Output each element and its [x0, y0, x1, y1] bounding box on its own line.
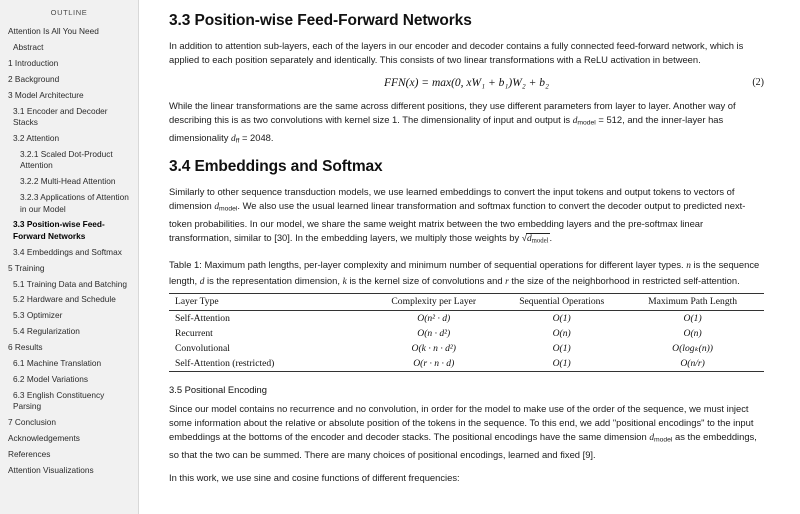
th-layer-type: Layer Type: [169, 294, 365, 311]
cell-complexity-self-attention-restricted: O(r · n · d): [365, 356, 502, 372]
outline-item-attention-is-all-you-need[interactable]: Attention Is All You Need: [8, 26, 99, 37]
para-33-2-a: While the linear transformations are the same across different positions, they use different parameters from layer to layer. Another way of describing this is as two convolutions with kernel size 1. The dimensionality of input and output is: [169, 99, 736, 125]
para-33-2-b: = 512, and the inner-layer has dimensionality: [169, 113, 724, 143]
cell-path-self-attention-restricted: O(n/r): [621, 356, 764, 372]
symbol-dmodel-3-subscript: model: [531, 238, 549, 246]
symbol-dmodel: d: [572, 115, 578, 126]
outline-title: OUTLINE: [50, 8, 88, 17]
caption-c: is the representation dimension,: [204, 274, 343, 286]
cell-complexity-convolutional: O(k · n · d²): [411, 342, 456, 354]
cell-type-self-attention-restricted: Self-Attention (restricted): [169, 356, 365, 372]
outline-item-model-variations[interactable]: 6.2 Model Variations: [13, 373, 89, 384]
cell-type-self-attention: Self-Attention: [175, 312, 230, 324]
outline-sidebar: [0, 0, 139, 514]
cell-sequential-convolutional: O(1): [552, 342, 571, 354]
caption-symbol-k: k: [342, 276, 347, 287]
paragraph-3-5-closing: In this work, we use sine and cosine functions of different frequencies:: [169, 472, 460, 484]
symbol-dff: d: [231, 133, 236, 144]
outline-item-acknowledgements[interactable]: Acknowledgements: [8, 432, 80, 443]
document-content: [139, 0, 800, 514]
outline-item-conclusion[interactable]: 7 Conclusion: [8, 417, 56, 428]
cell-sequential-self-attention: O(1): [552, 312, 571, 324]
equation-2-row: [169, 77, 764, 89]
cell-path-recurrent: O(n): [683, 327, 702, 339]
table-row: [169, 341, 764, 356]
th-maximum-path-length: Maximum Path Length: [621, 294, 764, 311]
symbol-dmodel-subscript: model: [577, 119, 596, 127]
para-35-a: Since our model contains no recurrence and no convolution, in order for the model to make use of the order of the sequence, we must inject some information about the relative or absolute position of the tokens in the sequence. To this end, we add "positional encodings" to the input embeddings at the bottoms of the encoder and decoder stacks. The positional encodings have the same dimension: [169, 402, 754, 443]
cell-type-convolutional: Convolutional: [175, 342, 230, 354]
outline-item-background[interactable]: 2 Background: [8, 73, 60, 84]
outline-item-results[interactable]: 6 Results: [8, 342, 43, 353]
outline-item-abstract[interactable]: Abstract: [13, 42, 44, 53]
cell-sequential-self-attention-restricted: O(1): [502, 356, 621, 372]
outline-item-attention-visualizations[interactable]: Attention Visualizations: [8, 464, 94, 475]
cell-path-self-attention: O(1): [683, 312, 702, 324]
table-body: [169, 310, 764, 371]
para-34-c: .: [549, 232, 553, 244]
equation-2-number: (2): [752, 77, 764, 89]
outline-item-english-constituency-parsing[interactable]: 6.3 English Constituency Parsing: [13, 389, 105, 412]
caption-symbol-n: n: [686, 261, 691, 272]
cell-path-convolutional: O(logₖ(n)): [672, 342, 714, 354]
caption-symbol-d: d: [199, 276, 205, 287]
symbol-dmodel-4: d: [649, 433, 655, 444]
outline-item-encoder-decoder-stacks[interactable]: 3.1 Encoder and Decoder Stacks: [13, 105, 108, 128]
outline-item-introduction[interactable]: 1 Introduction: [8, 57, 59, 68]
caption-a: Table 1: Maximum path lengths, per-layer complexity and minimum number of sequential operations for different layer types.: [169, 259, 687, 271]
table-row: [169, 326, 764, 341]
table-1-caption: [169, 258, 764, 289]
para-35-b: as the embeddings, so that the two can be summed. There are many choices of positional encodings, learned and fixed [9].: [169, 431, 757, 461]
para-34-a: Similarly to other sequence transduction models, we use learned embeddings to convert the input tokens and output tokens to vectors of dimension: [169, 185, 735, 212]
th-sequential-operations: Sequential Operations: [502, 294, 621, 311]
sqrt-sign: √: [521, 232, 527, 244]
paragraph-3-3-intro: In addition to attention sub-layers, each of the layers in our encoder and decoder contains a fully connected feed-forward network, which is applied to each position separately and identically. This consists of two linear transformations with a ReLU activation in between.: [169, 40, 744, 66]
table-header-row: [169, 294, 764, 311]
table-header: [169, 294, 764, 311]
outline-item-training[interactable]: 5 Training: [8, 262, 45, 273]
cell-type-recurrent: Recurrent: [175, 327, 213, 339]
equation-2: FFN(x) = max(0, xW₁ + b₁)W₂ + b₂: [383, 76, 550, 89]
outline-item-optimizer[interactable]: 5.3 Optimizer: [13, 310, 63, 321]
complexity-table: [169, 293, 764, 372]
symbol-dmodel-2: d: [214, 202, 220, 213]
heading-3-5: 3.5 Positional Encoding: [169, 383, 267, 395]
paragraph-3-4: [169, 185, 764, 250]
cell-sequential-recurrent: O(n): [552, 327, 571, 339]
table-row: [169, 356, 764, 372]
outline-list: [0, 24, 138, 478]
caption-symbol-r: r: [505, 276, 509, 287]
symbol-dmodel-2-subscript: model: [219, 205, 238, 213]
para-34-b: . We also use the usual learned linear transformation and softmax function to convert the decoder output to predicted next-token probabilities. In our model, we share the same weight matrix between the two embedding layers and the pre-softmax linear transformation, similar to [30]. In the embedding layers, we multiply those weights by: [169, 200, 746, 244]
outline-item-position-wise-feed-forward[interactable]: 3.3 Position-wise Feed-Forward Networks: [13, 219, 105, 241]
outline-item-attention[interactable]: 3.2 Attention: [13, 132, 60, 143]
caption-b: is the sequence length,: [169, 259, 760, 286]
outline-item-regularization[interactable]: 5.4 Regularization: [13, 326, 80, 337]
table-row: [169, 310, 764, 326]
symbol-dff-subscript: ff: [235, 137, 240, 145]
sqrt-dmodel: [526, 233, 550, 244]
outline-item-multi-head-attention[interactable]: 3.2.2 Multi-Head Attention: [20, 176, 116, 187]
caption-f: the size of the neighborhood in restricted self-attention.: [508, 274, 740, 286]
paragraph-3-3-dims: [169, 99, 764, 149]
outline-item-applications-of-attention[interactable]: 3.2.3 Applications of Attention in our Model: [20, 192, 129, 214]
symbol-dmodel-4-subscript: model: [654, 436, 673, 444]
outline-item-hardware-and-schedule[interactable]: 5.2 Hardware and Schedule: [13, 294, 116, 305]
cell-complexity-recurrent: O(n · d²): [417, 327, 451, 339]
heading-3-4: 3.4 Embeddings and Softmax: [169, 157, 383, 175]
outline-item-model-architecture[interactable]: 3 Model Architecture: [8, 89, 84, 100]
outline-item-training-data-batching[interactable]: 5.1 Training Data and Batching: [13, 278, 127, 289]
th-complexity-per-layer: Complexity per Layer: [365, 294, 502, 311]
caption-e: is the kernel size of convolutions and: [346, 274, 506, 286]
outline-item-embeddings-and-softmax[interactable]: 3.4 Embeddings and Softmax: [13, 246, 122, 257]
heading-3-3: 3.3 Position-wise Feed-Forward Networks: [169, 12, 472, 29]
outline-item-references[interactable]: References: [8, 448, 51, 459]
symbol-dmodel-3: d: [526, 234, 532, 245]
outline-item-scaled-dot-product-attention[interactable]: 3.2.1 Scaled Dot-Product Attention: [20, 148, 113, 171]
paragraph-3-5: [169, 402, 764, 463]
cell-complexity-self-attention: O(n² · d): [417, 312, 451, 324]
para-33-2-c: = 2048.: [239, 131, 274, 143]
outline-item-machine-translation[interactable]: 6.1 Machine Translation: [13, 357, 102, 368]
